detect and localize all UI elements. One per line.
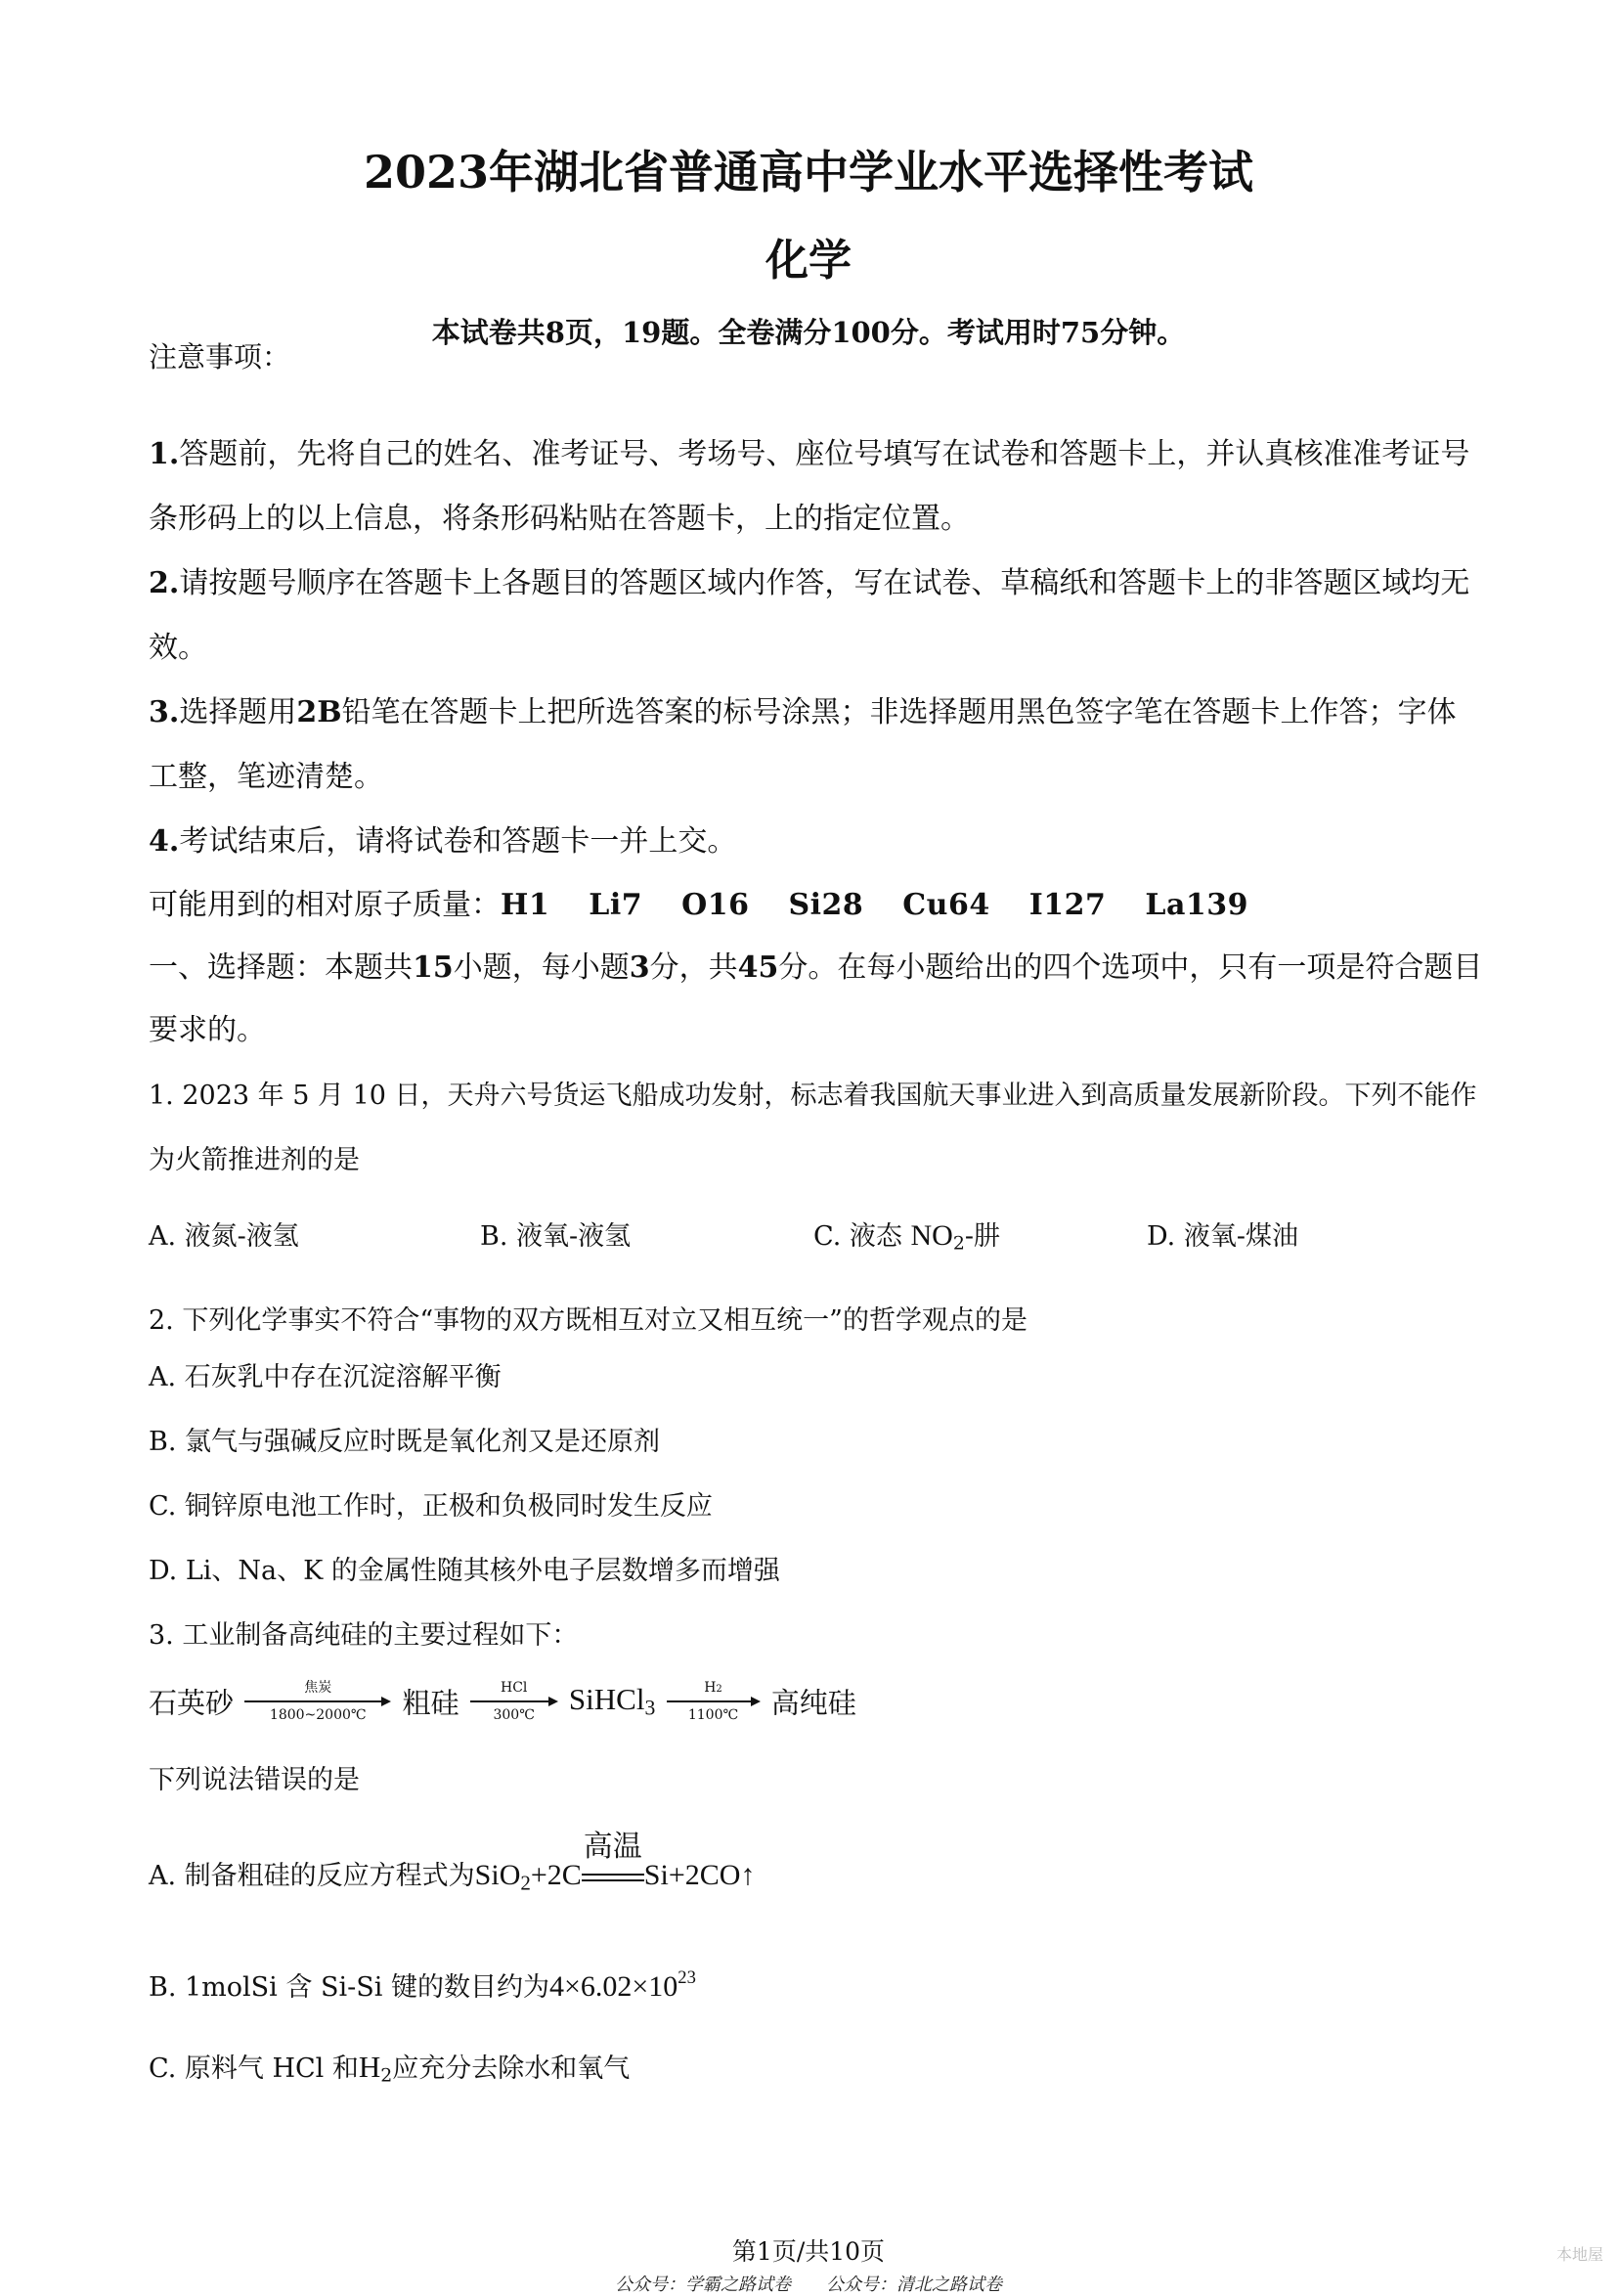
formula	[548, 1966, 696, 2003]
note-number: 3.	[149, 695, 180, 729]
equals-condition	[582, 1831, 644, 1892]
option-text: C. 液态	[813, 1221, 902, 1252]
arrow-condition: HCl	[500, 1680, 528, 1696]
mass-value: O16	[681, 888, 750, 922]
q2-option-b: B. 氯气与强碱反应时既是氧化剂又是还原剂	[149, 1427, 661, 1457]
note-bold: 2B	[296, 695, 342, 729]
q3-option-c	[149, 2047, 630, 2087]
flow-arrow-1	[244, 1680, 391, 1723]
mass-value: Li7	[589, 888, 643, 922]
q1-option-c	[813, 1214, 1000, 1255]
exam-info: 本试卷共8页，19题。全卷满分100分。考试用时75分钟。	[431, 316, 1186, 349]
subscript: 2	[716, 1684, 722, 1695]
reaction-condition: 高温	[583, 1831, 642, 1863]
section-number: 3	[629, 950, 650, 985]
note-3	[149, 681, 1478, 810]
note-text: 考试结束后，请将试卷和答题卡一并上交。	[179, 824, 737, 859]
option-text: A. 制备粗硅的反应方程式为	[149, 1861, 475, 1891]
arrow-condition: 300℃	[493, 1707, 535, 1723]
option-text: -肼	[964, 1221, 1000, 1252]
question-2-stem: 2. 下列化学事实不符合“事物的双方既相互对立又相互统一”的哲学观点的是	[149, 1305, 1027, 1336]
formula: H	[704, 1680, 717, 1696]
question-3-stem: 3. 工业制备高纯硅的主要过程如下：	[149, 1620, 579, 1651]
arrow-condition: 1100℃	[687, 1707, 739, 1723]
equation	[474, 1831, 756, 1895]
section-text: 小题，每小题	[453, 950, 630, 985]
arrow-icon	[470, 1696, 558, 1707]
section-heading	[149, 937, 1483, 1062]
flow-arrow-2	[470, 1680, 558, 1723]
note-1	[149, 422, 1478, 552]
note-4	[149, 810, 1478, 874]
mass-value: Cu64	[902, 888, 990, 922]
mass-value: H1	[501, 888, 550, 922]
watermark: 本地屋	[1555, 2245, 1603, 2264]
subscript: 3	[644, 1696, 656, 1720]
subscript: 2	[380, 2064, 393, 2087]
note-text: 选择题用	[179, 695, 297, 729]
formula: SiHCl	[568, 1682, 645, 1717]
q2-option-c: C. 铜锌原电池工作时，正极和负极同时发生反应	[149, 1491, 713, 1522]
q3-option-a	[149, 1831, 756, 1895]
section-text: 分。在每小题给出的四个选项中，只有一项是符合题目要求的。	[149, 950, 1483, 1047]
formula: Si+2CO↑	[643, 1859, 756, 1891]
note-number: 1.	[149, 437, 180, 471]
q3-prompt: 下列说法错误的是	[149, 1765, 360, 1795]
q1-option-b: B. 液氧-液氢	[480, 1221, 632, 1252]
mass-value: Si28	[788, 888, 864, 922]
superscript: 23	[677, 1966, 696, 1988]
note-number: 2.	[149, 566, 180, 600]
arrow-condition: 焦炭	[304, 1680, 332, 1696]
note-number: 4.	[149, 824, 180, 859]
exam-title: 2023年湖北省普通高中学业水平选择性考试	[363, 146, 1254, 199]
flow-step: 粗硅	[402, 1686, 459, 1720]
note-text: 铅笔在答题卡上把所选答案的标号涂黑；非选择题用黑色签字笔在答题卡上作答；字体工整，笔迹清楚。	[149, 695, 1457, 794]
formula: SiO	[474, 1859, 521, 1891]
footer-accounts: 公众号：学霸之路试卷 公众号：清北之路试卷	[615, 2274, 1002, 2295]
arrow-icon	[667, 1696, 761, 1707]
section-text: 一、选择题：本题共	[149, 950, 413, 985]
subject-title: 化学	[765, 236, 852, 286]
process-flow	[149, 1680, 856, 1723]
section-number: 45	[737, 950, 779, 985]
double-line	[582, 1874, 644, 1881]
mass-value: I127	[1028, 888, 1107, 922]
note-2	[149, 552, 1478, 681]
arrow-icon	[244, 1696, 391, 1707]
formula: H	[358, 2050, 381, 2084]
number: 4×6.02×10	[548, 1970, 678, 2003]
note-text: 答题前，先将自己的姓名、准考证号、考场号、座位号填写在试卷和答题卡上，并认真核准准考证号条形码上的以上信息，将条形码粘贴在答题卡，上的指定位置。	[149, 437, 1470, 536]
notes-heading: 注意事项：	[149, 340, 291, 374]
arrow-condition: 1800~2000℃	[269, 1707, 367, 1723]
formula: +2C	[530, 1859, 582, 1891]
flow-step: 高纯硅	[770, 1686, 856, 1720]
flow-arrow-3	[667, 1680, 761, 1723]
flow-step-formula	[568, 1682, 656, 1720]
question-1-stem: 1. 2023 年 5 月 10 日，天舟六号货运飞船成功发射，标志着我国航天事业进入到高质量发展新阶段。下列不能作为火箭推进剂的是	[149, 1081, 1477, 1175]
option-text: C. 原料气 HCl 和	[149, 2053, 359, 2084]
q1-option-d: D. 液氧-煤油	[1147, 1221, 1298, 1252]
q3-option-b	[149, 1965, 696, 2004]
option-text: 应充分去除水和氧气	[392, 2053, 631, 2084]
masses-label: 可能用到的相对原子质量：	[149, 888, 501, 922]
mass-value: La139	[1145, 888, 1249, 922]
q1-option-a: A. 液氮-液氢	[149, 1221, 299, 1252]
flow-step: 石英砂	[149, 1686, 235, 1720]
q2-option-a: A. 石灰乳中存在沉淀溶解平衡	[149, 1362, 502, 1392]
section-number: 15	[413, 950, 454, 985]
page-number: 第1页/共10页	[731, 2237, 886, 2266]
formula: NO	[910, 1219, 953, 1252]
note-text: 请按题号顺序在答题卡上各题目的答题区域内作答，写在试卷、草稿纸和答题卡上的非答题区域均无效。	[149, 566, 1470, 665]
q2-option-d: D. Li、Na、K 的金属性随其核外电子层数增多而增强	[149, 1556, 780, 1586]
section-text: 分，共	[649, 950, 738, 985]
arrow-condition	[667, 1680, 761, 1696]
atomic-masses	[149, 880, 1248, 923]
subscript: 2	[952, 1232, 965, 1255]
option-text: B. 1molSi 含 Si-Si 键的数目约为	[149, 1972, 549, 2003]
subscript: 2	[520, 1871, 531, 1895]
